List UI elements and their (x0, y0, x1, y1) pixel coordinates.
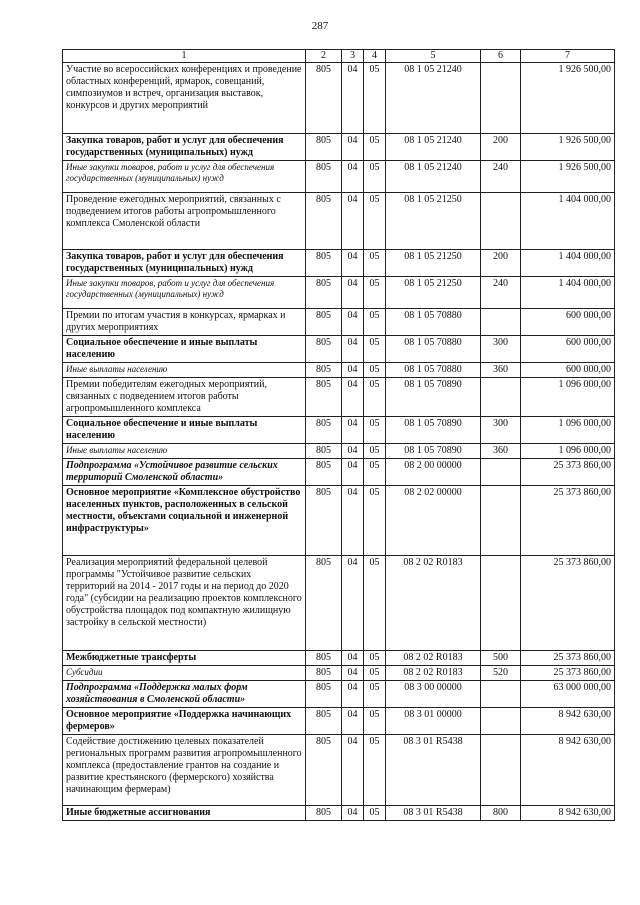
row-subsection-cell: 05 (364, 309, 386, 336)
row-name-cell: Иные выплаты населению (63, 363, 306, 378)
row-subsection-cell: 05 (364, 651, 386, 666)
row-admin-code-cell: 805 (306, 417, 342, 444)
row-amount-cell: 25 373 860,00 (521, 666, 615, 681)
budget-table (62, 49, 615, 821)
row-section-cell: 04 (342, 651, 364, 666)
row-expense-type-cell (481, 486, 521, 556)
row-target-article-cell: 08 1 05 70880 (386, 336, 481, 363)
row-admin-code-cell: 805 (306, 336, 342, 363)
row-target-article-cell: 08 3 00 00000 (386, 681, 481, 708)
table-header-row (63, 50, 615, 63)
row-expense-type-cell (481, 63, 521, 134)
row-target-article-cell: 08 1 05 70880 (386, 363, 481, 378)
row-section-cell: 04 (342, 134, 364, 161)
row-section-cell: 04 (342, 363, 364, 378)
row-admin-code-cell: 805 (306, 363, 342, 378)
table-row (63, 417, 615, 444)
row-section-cell: 04 (342, 309, 364, 336)
row-name-cell: Основное мероприятие «Комплексное обустройство населенных пунктов, расположенных в сельской местности, объектами социальной и инженерной инфраструктуры» (63, 486, 306, 556)
row-target-article-cell: 08 3 01 R5438 (386, 806, 481, 821)
row-admin-code-cell: 805 (306, 486, 342, 556)
header-col-7: 7 (521, 50, 615, 63)
row-amount-cell: 25 373 860,00 (521, 486, 615, 556)
row-subsection-cell: 05 (364, 486, 386, 556)
table-row (63, 378, 615, 417)
row-section-cell: 04 (342, 681, 364, 708)
row-subsection-cell: 05 (364, 806, 386, 821)
row-subsection-cell: 05 (364, 63, 386, 134)
row-admin-code-cell: 805 (306, 378, 342, 417)
row-amount-cell: 63 000 000,00 (521, 681, 615, 708)
row-name-cell: Закупка товаров, работ и услуг для обеспечения государственных (муниципальных) нужд (63, 250, 306, 277)
row-name-cell: Проведение ежегодных мероприятий, связанных с подведением итогов работы агропромышленного комплекса Смоленской области (63, 193, 306, 250)
row-subsection-cell: 05 (364, 708, 386, 735)
row-admin-code-cell: 805 (306, 735, 342, 806)
row-name-cell: Социальное обеспечение и иные выплаты населению (63, 336, 306, 363)
row-subsection-cell: 05 (364, 193, 386, 250)
row-name-cell: Закупка товаров, работ и услуг для обеспечения государственных (муниципальных) нужд (63, 134, 306, 161)
row-target-article-cell: 08 3 01 R5438 (386, 735, 481, 806)
row-subsection-cell: 05 (364, 277, 386, 309)
row-admin-code-cell: 805 (306, 681, 342, 708)
row-expense-type-cell: 360 (481, 363, 521, 378)
row-admin-code-cell: 805 (306, 666, 342, 681)
row-expense-type-cell (481, 735, 521, 806)
row-admin-code-cell: 805 (306, 309, 342, 336)
row-admin-code-cell: 805 (306, 250, 342, 277)
row-section-cell: 04 (342, 161, 364, 193)
row-expense-type-cell (481, 708, 521, 735)
row-subsection-cell: 05 (364, 417, 386, 444)
row-subsection-cell: 05 (364, 134, 386, 161)
row-amount-cell: 1 404 000,00 (521, 277, 615, 309)
row-amount-cell: 1 096 000,00 (521, 378, 615, 417)
row-name-cell: Подпрограмма «Поддержка малых форм хозяйствования в Смоленской области» (63, 681, 306, 708)
row-name-cell: Участие во всероссийских конференциях и проведение областных конференций, ярмарок, совещаний, симпозиумов и встреч, организация выставок, конкурсов и других мероприятий (63, 63, 306, 134)
table-row (63, 735, 615, 806)
row-name-cell: Межбюджетные трансферты (63, 651, 306, 666)
row-name-cell: Подпрограмма «Устойчивое развитие сельских территорий Смоленской области» (63, 459, 306, 486)
row-section-cell: 04 (342, 459, 364, 486)
row-expense-type-cell (481, 459, 521, 486)
row-section-cell: 04 (342, 417, 364, 444)
row-section-cell: 04 (342, 444, 364, 459)
row-expense-type-cell (481, 681, 521, 708)
page-number: 287 (311, 20, 329, 32)
row-target-article-cell: 08 1 05 21240 (386, 134, 481, 161)
row-amount-cell: 1 926 500,00 (521, 134, 615, 161)
row-target-article-cell: 08 1 05 21250 (386, 277, 481, 309)
row-subsection-cell: 05 (364, 681, 386, 708)
row-subsection-cell: 05 (364, 363, 386, 378)
row-subsection-cell: 05 (364, 556, 386, 651)
row-target-article-cell: 08 1 05 70880 (386, 309, 481, 336)
row-name-cell: Премии победителям ежегодных мероприятий, связанных с подведением итогов работы агропромышленного комплекса (63, 378, 306, 417)
row-target-article-cell: 08 2 00 00000 (386, 459, 481, 486)
row-section-cell: 04 (342, 735, 364, 806)
row-target-article-cell: 08 1 05 21240 (386, 161, 481, 193)
row-expense-type-cell (481, 556, 521, 651)
row-target-article-cell: 08 1 05 21250 (386, 250, 481, 277)
row-admin-code-cell: 805 (306, 161, 342, 193)
row-subsection-cell: 05 (364, 735, 386, 806)
row-admin-code-cell: 805 (306, 444, 342, 459)
row-target-article-cell: 08 2 02 R0183 (386, 651, 481, 666)
row-name-cell: Иные закупки товаров, работ и услуг для обеспечения государственных (муниципальных) нужд (63, 161, 306, 193)
row-subsection-cell: 05 (364, 336, 386, 363)
row-subsection-cell: 05 (364, 161, 386, 193)
row-section-cell: 04 (342, 666, 364, 681)
header-col-5: 5 (386, 50, 481, 63)
row-amount-cell: 25 373 860,00 (521, 459, 615, 486)
row-amount-cell: 1 926 500,00 (521, 63, 615, 134)
row-target-article-cell: 08 2 02 00000 (386, 486, 481, 556)
row-admin-code-cell: 805 (306, 459, 342, 486)
header-col-2: 2 (306, 50, 342, 63)
table-row (63, 161, 615, 193)
row-section-cell: 04 (342, 250, 364, 277)
row-expense-type-cell: 520 (481, 666, 521, 681)
row-target-article-cell: 08 1 05 21240 (386, 63, 481, 134)
row-expense-type-cell: 300 (481, 417, 521, 444)
row-name-cell: Содействие достижению целевых показателей региональных программ развития агропромышленного комплекса (предоставление грантов на создание и развитие крестьянского (фермерского) хозяйства начинающим фермерам) (63, 735, 306, 806)
table-row (63, 193, 615, 250)
row-expense-type-cell: 300 (481, 336, 521, 363)
row-section-cell: 04 (342, 277, 364, 309)
row-section-cell: 04 (342, 486, 364, 556)
row-amount-cell: 8 942 630,00 (521, 735, 615, 806)
row-subsection-cell: 05 (364, 459, 386, 486)
row-name-cell: Премии по итогам участия в конкурсах, ярмарках и других мероприятиях (63, 309, 306, 336)
table-row (63, 309, 615, 336)
row-admin-code-cell: 805 (306, 63, 342, 134)
row-section-cell: 04 (342, 193, 364, 250)
row-admin-code-cell: 805 (306, 134, 342, 161)
row-amount-cell: 25 373 860,00 (521, 556, 615, 651)
row-subsection-cell: 05 (364, 444, 386, 459)
row-expense-type-cell (481, 193, 521, 250)
row-section-cell: 04 (342, 708, 364, 735)
row-amount-cell: 1 404 000,00 (521, 250, 615, 277)
row-section-cell: 04 (342, 378, 364, 417)
table-row (63, 806, 615, 821)
row-amount-cell: 8 942 630,00 (521, 708, 615, 735)
row-amount-cell: 600 000,00 (521, 363, 615, 378)
row-amount-cell: 600 000,00 (521, 309, 615, 336)
row-name-cell: Иные закупки товаров, работ и услуг для обеспечения государственных (муниципальных) нужд (63, 277, 306, 309)
table-row (63, 277, 615, 309)
row-target-article-cell: 08 1 05 70890 (386, 444, 481, 459)
table-row (63, 556, 615, 651)
row-expense-type-cell: 200 (481, 250, 521, 277)
row-subsection-cell: 05 (364, 250, 386, 277)
table-row (63, 459, 615, 486)
row-subsection-cell: 05 (364, 666, 386, 681)
table-row (63, 666, 615, 681)
row-target-article-cell: 08 1 05 70890 (386, 378, 481, 417)
row-target-article-cell: 08 1 05 21250 (386, 193, 481, 250)
row-target-article-cell: 08 2 02 R0183 (386, 556, 481, 651)
row-name-cell: Основное мероприятие «Поддержка начинающих фермеров» (63, 708, 306, 735)
row-expense-type-cell: 240 (481, 277, 521, 309)
row-section-cell: 04 (342, 806, 364, 821)
row-admin-code-cell: 805 (306, 277, 342, 309)
table-row (63, 63, 615, 134)
row-target-article-cell: 08 2 02 R0183 (386, 666, 481, 681)
row-subsection-cell: 05 (364, 378, 386, 417)
row-admin-code-cell: 805 (306, 556, 342, 651)
table-row (63, 651, 615, 666)
row-admin-code-cell: 805 (306, 806, 342, 821)
header-col-4: 4 (364, 50, 386, 63)
row-amount-cell: 25 373 860,00 (521, 651, 615, 666)
table-row (63, 486, 615, 556)
row-admin-code-cell: 805 (306, 193, 342, 250)
table-row (63, 336, 615, 363)
row-amount-cell: 600 000,00 (521, 336, 615, 363)
header-col-1: 1 (63, 50, 306, 63)
header-col-3: 3 (342, 50, 364, 63)
row-expense-type-cell: 360 (481, 444, 521, 459)
row-expense-type-cell (481, 309, 521, 336)
row-expense-type-cell: 240 (481, 161, 521, 193)
table-row (63, 444, 615, 459)
row-amount-cell: 1 404 000,00 (521, 193, 615, 250)
row-admin-code-cell: 805 (306, 651, 342, 666)
row-expense-type-cell: 500 (481, 651, 521, 666)
header-col-6: 6 (481, 50, 521, 63)
table-row (63, 363, 615, 378)
row-amount-cell: 8 942 630,00 (521, 806, 615, 821)
row-name-cell: Социальное обеспечение и иные выплаты населению (63, 417, 306, 444)
table-row (63, 250, 615, 277)
row-amount-cell: 1 096 000,00 (521, 444, 615, 459)
row-target-article-cell: 08 3 01 00000 (386, 708, 481, 735)
row-section-cell: 04 (342, 63, 364, 134)
row-section-cell: 04 (342, 556, 364, 651)
row-expense-type-cell (481, 378, 521, 417)
row-amount-cell: 1 096 000,00 (521, 417, 615, 444)
row-amount-cell: 1 926 500,00 (521, 161, 615, 193)
row-name-cell: Иные бюджетные ассигнования (63, 806, 306, 821)
row-name-cell: Реализация мероприятий федеральной целевой программы "Устойчивое развитие сельских территорий на 2014 - 2017 годы и на период до 2020 года" (субсидии на реализацию проектов комплексного обустройства площадок под компактную жилищную застройку в сельской местности) (63, 556, 306, 651)
row-section-cell: 04 (342, 336, 364, 363)
row-expense-type-cell: 800 (481, 806, 521, 821)
table-row (63, 134, 615, 161)
row-name-cell: Субсидии (63, 666, 306, 681)
table-row (63, 681, 615, 708)
row-name-cell: Иные выплаты населению (63, 444, 306, 459)
row-target-article-cell: 08 1 05 70890 (386, 417, 481, 444)
row-admin-code-cell: 805 (306, 708, 342, 735)
table-row (63, 708, 615, 735)
row-expense-type-cell: 200 (481, 134, 521, 161)
